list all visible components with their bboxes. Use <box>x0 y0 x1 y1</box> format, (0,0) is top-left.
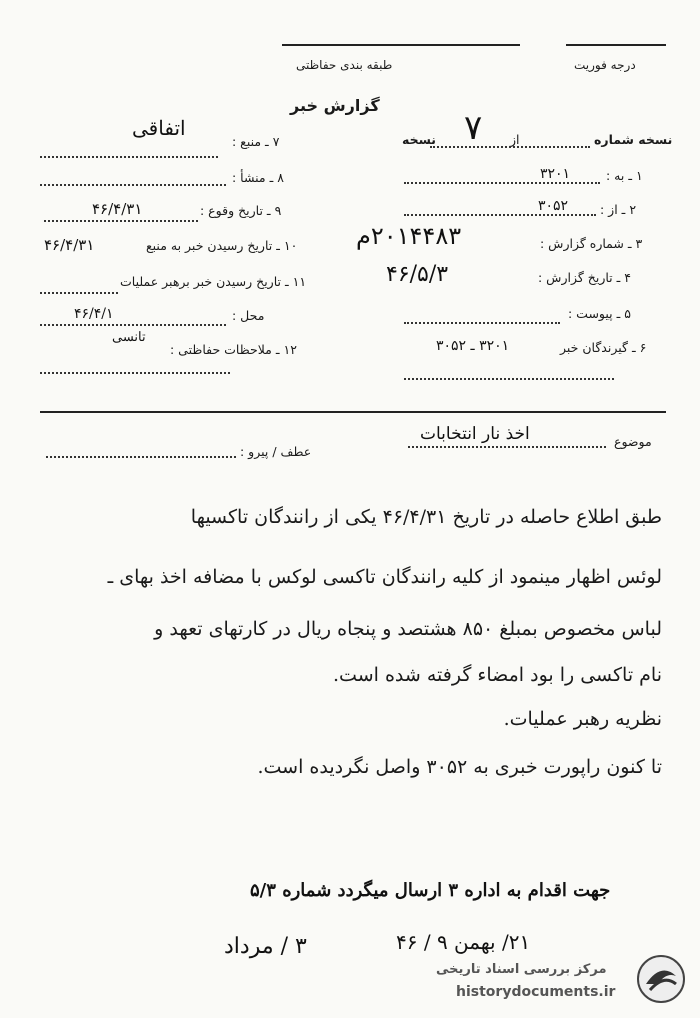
section-divider <box>40 411 666 413</box>
field-receipt-source-value: ۴۶/۴/۳۱ <box>44 236 95 254</box>
copy-number-value: ۷ <box>464 108 483 148</box>
field-to-value: ۳۲۰۱ <box>540 166 571 182</box>
origin-dotted-line <box>40 184 226 186</box>
field-attachment-label: ۵ ـ پیوست : <box>568 306 631 321</box>
occurrence-dotted-line <box>44 220 198 222</box>
field-from-value: ۳۰۵۲ <box>538 198 569 214</box>
watermark-site: historydocuments.ir <box>456 984 616 1000</box>
from-dotted-line <box>404 214 596 216</box>
copy-label: نسخه <box>402 132 437 147</box>
field-receipt-leader-label: ۱۱ ـ تاریخ رسیدن خبر برهبر عملیات <box>120 274 307 289</box>
place-dotted-line <box>40 324 226 326</box>
body-line-1: طبق اطلاع حاصله در تاریخ ۴۶/۴/۳۱ یکی از رانندگان تاکسیها <box>190 506 662 528</box>
field-report-number-label: ۳ ـ شماره گزارش : <box>540 236 643 251</box>
watermark-org: مرکز بررسی اسناد تاریخی <box>436 962 607 977</box>
body-line-5: نظریه رهبر عملیات. <box>503 708 662 730</box>
field-occurrence-date-value: ۴۶/۴/۳۱ <box>92 200 143 218</box>
field-source-label: ۷ ـ منبع : <box>232 134 280 149</box>
classification-label: طبقه بندی حفاظتی <box>296 58 393 72</box>
referral-note-line-1: جهت اقدام به اداره ۳ ارسال میگردد شماره ۵/۳ <box>250 880 611 901</box>
copy-number-label: نسخه شماره <box>594 132 673 147</box>
field-recipients-label: ۶ ـ گیرندگان خبر <box>560 340 647 355</box>
event-dotted-line <box>40 156 218 158</box>
subject-label: موضوع <box>614 434 652 449</box>
to-dotted-line <box>404 182 600 184</box>
recipients-dotted-line <box>404 378 614 380</box>
field-origin-label: ۸ ـ منشأ : <box>232 170 284 185</box>
field-security-notes-label: ۱۲ ـ ملاحظات حفاظتی : <box>170 342 297 357</box>
attachment-dotted-line <box>404 322 560 324</box>
referral-note-line-3: ۳ / مرداد <box>224 934 307 959</box>
reference-label: عطف / پیرو : <box>240 444 312 459</box>
field-place-label: محل : <box>232 308 265 323</box>
header-rule-right <box>566 44 666 46</box>
receipt-leader-dotted-line <box>40 292 118 294</box>
field-recipients-value: ۳۲۰۱ ـ ۳۰۵۲ <box>436 338 510 354</box>
field-receipt-leader-value: ۴۶/۴/۱ <box>74 306 114 322</box>
subject-value: اخذ نار انتخابات <box>420 424 530 444</box>
field-to-label: ۱ ـ به : <box>606 168 643 183</box>
field-receipt-source-label: ۱۰ ـ تاریخ رسیدن خبر به منبع <box>146 238 298 253</box>
field-report-number-value: ۲۰۱۴۴۸۳م <box>356 222 462 250</box>
copy-of-label: از <box>510 132 520 147</box>
body-line-6: تا کنون راپورت خبری به ۳۰۵۲ واصل نگردیده است. <box>257 756 662 778</box>
body-line-3: لباس مخصوص بمبلغ ۸۵۰ هشتصد و پنجاه ریال در کارتهای تعهد و <box>154 618 662 640</box>
handwritten-event: اتفاقی <box>132 116 186 140</box>
field-report-date-value: ۴۶/۵/۳ <box>386 262 449 287</box>
document-title: گزارش خبر <box>290 96 380 115</box>
referral-note-line-2: ۲۱/ بهمن ۹ / ۴۶ <box>396 930 531 954</box>
field-from-label: ۲ ـ از : <box>600 202 637 217</box>
archive-logo-icon <box>636 954 686 1004</box>
security-notes-dotted-line <box>40 372 230 374</box>
body-line-2: لوئس اظهار مینمود از کلیه رانندگان تاکسی لوکس با مضافه اخذ بهای ـ <box>107 566 662 588</box>
priority-label: درجه فوریت <box>574 58 636 72</box>
field-report-date-label: ۴ ـ تاریخ گزارش : <box>538 270 631 285</box>
reference-dotted-line <box>46 456 236 458</box>
field-occurrence-date-label: ۹ ـ تاریخ وقوع : <box>200 203 282 218</box>
body-line-4: نام تاکسی را بود امضاء گرفته شده است. <box>333 664 662 686</box>
subject-dotted-line <box>408 446 606 448</box>
field-security-notes-value: تانسی <box>112 330 146 345</box>
copy-dotted-line <box>430 146 590 148</box>
header-rule-left <box>282 44 520 46</box>
